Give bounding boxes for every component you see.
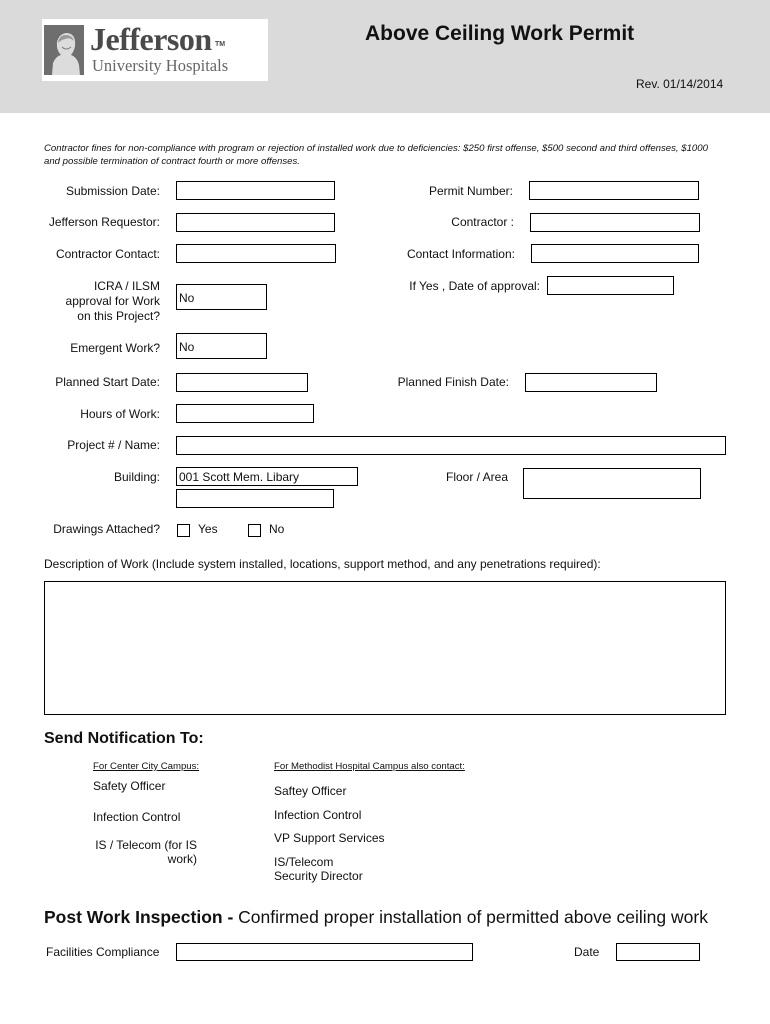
page-title: Above Ceiling Work Permit — [365, 22, 635, 45]
jefferson-requestor-label: Jefferson Requestor: — [48, 215, 160, 229]
jefferson-requestor-field[interactable] — [176, 213, 335, 232]
post-date-label: Date — [574, 945, 600, 959]
methodist-infection-control: Infection Control — [274, 808, 362, 822]
floor-area-label: Floor / Area — [446, 470, 509, 484]
contractor-label: Contractor : — [451, 215, 514, 229]
planned-start-label: Planned Start Date: — [55, 375, 160, 389]
post-date-field[interactable] — [616, 943, 700, 961]
emergent-work-field[interactable]: No — [176, 333, 267, 359]
drawings-yes-label: Yes — [198, 522, 218, 536]
project-name-field[interactable] — [176, 436, 726, 455]
planned-finish-field[interactable] — [525, 373, 657, 392]
center-city-heading: For Center City Campus: — [93, 761, 200, 772]
approval-date-label: If Yes , Date of approval: — [409, 279, 540, 293]
icra-ilsm-label: ICRA / ILSM approval for Work on this Project? — [65, 279, 160, 323]
building-label: Building: — [113, 470, 160, 484]
facilities-compliance-label: Facilities Compliance — [46, 945, 160, 959]
permit-number-label: Permit Number: — [428, 184, 513, 198]
contact-information-field[interactable] — [531, 244, 699, 263]
contractor-field[interactable] — [530, 213, 700, 232]
project-name-label: Project # / Name: — [67, 438, 160, 452]
methodist-safety-officer: Saftey Officer — [274, 784, 347, 798]
center-city-telecom: IS / Telecom (for IS work) — [95, 838, 197, 866]
submission-date-field[interactable] — [176, 181, 335, 200]
fines-notice: Contractor fines for non-compliance with program or rejection of installed work due to deficiencies: $250 first offense, $500 second and third offenses, $1000 and possible termination of contract fourth or more offenses. — [44, 143, 708, 167]
notification-heading: Send Notification To: — [44, 730, 204, 747]
approval-date-field[interactable] — [547, 276, 674, 295]
description-label: Description of Work (Include system installed, locations, support method, and any penetrations required): — [44, 557, 601, 571]
revision-date: Rev. 01/14/2014 — [636, 77, 724, 91]
drawings-no-label: No — [269, 522, 285, 536]
icra-ilsm-field[interactable]: No — [176, 284, 267, 310]
logo-trademark: TM — [215, 41, 226, 48]
founder-portrait-icon — [44, 25, 84, 75]
drawings-yes-checkbox[interactable] — [177, 524, 190, 537]
logo-subtitle: University Hospitals — [92, 56, 229, 75]
logo-wordmark: Jefferson — [90, 21, 212, 57]
facilities-compliance-field[interactable] — [176, 943, 473, 961]
contractor-contact-field[interactable] — [176, 244, 336, 263]
planned-start-field[interactable] — [176, 373, 308, 392]
methodist-vp-support: VP Support Services — [274, 831, 385, 845]
drawings-no-checkbox[interactable] — [248, 524, 261, 537]
post-work-heading: Post Work Inspection - Confirmed proper installation of permitted above ceiling work — [44, 907, 708, 927]
building-field-line-2[interactable] — [176, 489, 334, 508]
header-band — [0, 0, 770, 113]
center-city-safety-officer: Safety Officer — [93, 779, 166, 793]
submission-date-label: Submission Date: — [65, 184, 160, 198]
hours-of-work-label: Hours of Work: — [80, 407, 160, 421]
contractor-contact-label: Contractor Contact: — [55, 247, 160, 261]
methodist-heading: For Methodist Hospital Campus also contact: — [274, 761, 465, 772]
drawings-attached-label: Drawings Attached? — [53, 522, 160, 536]
description-field[interactable] — [44, 581, 726, 715]
methodist-telecom-security: IS/Telecom Security Director — [274, 855, 363, 883]
hours-of-work-field[interactable] — [176, 404, 314, 423]
contact-information-label: Contact Information: — [406, 247, 515, 261]
building-field[interactable]: 001 Scott Mem. Libary — [176, 467, 358, 486]
permit-number-field[interactable] — [529, 181, 699, 200]
jefferson-logo — [42, 19, 268, 81]
floor-area-field[interactable] — [523, 468, 701, 499]
center-city-infection-control: Infection Control — [93, 810, 181, 824]
planned-finish-label: Planned Finish Date: — [397, 375, 509, 389]
emergent-work-label: Emergent Work? — [70, 341, 160, 355]
